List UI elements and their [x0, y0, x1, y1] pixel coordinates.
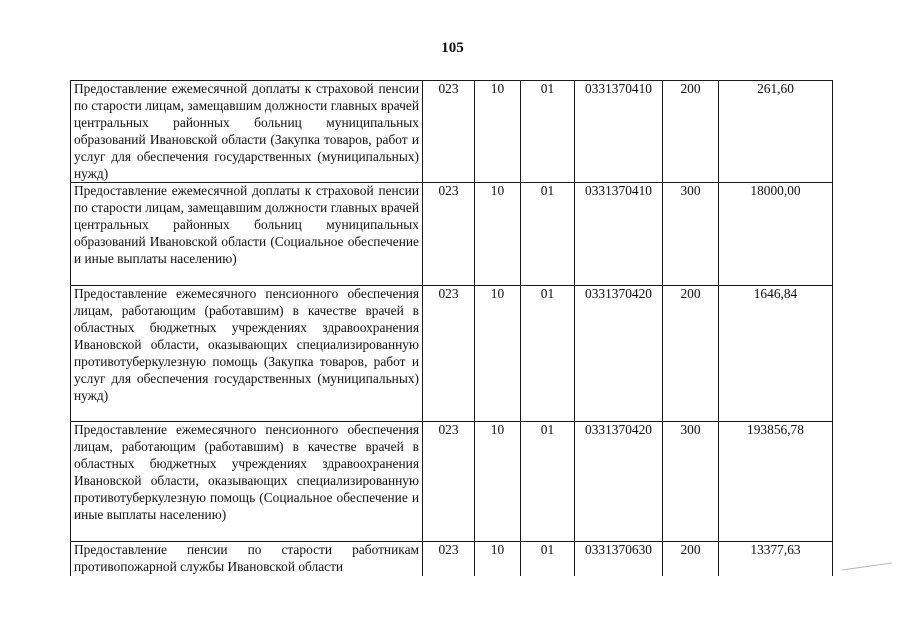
row-description [71, 542, 423, 577]
expense-type-code: 200 [663, 542, 719, 577]
expense-type-code: 300 [663, 422, 719, 542]
amount: 261,60 [719, 81, 833, 183]
subsection-code: 01 [521, 286, 575, 422]
scan-artifact-line [842, 563, 892, 571]
expense-type-code: 200 [663, 286, 719, 422]
expense-type-code: 300 [663, 183, 719, 286]
row-description: Предоставление ежемесячной доплаты к страховой пенсии по старости лицам, замещавшим должности главных врачей центральных районных больниц муниципальных образований Ивановской области (Социальное обеспечение и иные выплаты населению) [71, 183, 423, 286]
subsection-code: 01 [521, 422, 575, 542]
amount: 1646,84 [719, 286, 833, 422]
target-article-code: 0331370420 [575, 286, 663, 422]
expense-type-code: 200 [663, 81, 719, 183]
amount: 13377,63 [719, 542, 833, 577]
ministry-code: 023 [423, 542, 475, 577]
section-code: 10 [475, 81, 521, 183]
section-code: 10 [475, 542, 521, 577]
table-row [71, 81, 833, 183]
subsection-code: 01 [521, 183, 575, 286]
ministry-code: 023 [423, 183, 475, 286]
row-description: Предоставление ежемесячного пенсионного обеспечения лицам, работающим (работавшим) в качестве врачей в областных бюджетных учреждениях здравоохранения Ивановской области, оказывающих специализированную противотуберкулезную помощь (Закупка товаров, работ и услуг для обеспечения государственных (муниципальных) нужд) [71, 286, 423, 422]
budget-table [70, 80, 833, 576]
target-article-code: 0331370630 [575, 542, 663, 577]
amount: 193856,78 [719, 422, 833, 542]
row-description: Предоставление ежемесячного пенсионного обеспечения лицам, работающим (работавшим) в качестве врачей в областных бюджетных учреждениях здравоохранения Ивановской области, оказывающих специализированную противотуберкулезную помощь (Социальное обеспечение и иные выплаты населению) [71, 422, 423, 542]
ministry-code: 023 [423, 286, 475, 422]
target-article-code: 0331370410 [575, 81, 663, 183]
amount: 18000,00 [719, 183, 833, 286]
ministry-code: 023 [423, 422, 475, 542]
section-code: 10 [475, 286, 521, 422]
target-article-code: 0331370410 [575, 183, 663, 286]
row-description: Предоставление ежемесячной доплаты к страховой пенсии по старости лицам, замещавшим должности главных врачей центральных районных больниц муниципальных образований Ивановской области (Закупка товаров, работ и услуг для обеспечения государственных (муниципальных) нужд) [71, 81, 423, 183]
subsection-code: 01 [521, 542, 575, 577]
section-code: 10 [475, 422, 521, 542]
subsection-code: 01 [521, 81, 575, 183]
ministry-code: 023 [423, 81, 475, 183]
target-article-code: 0331370420 [575, 422, 663, 542]
table-row [71, 542, 833, 577]
table-row [71, 183, 833, 286]
table-row [71, 422, 833, 542]
section-code: 10 [475, 183, 521, 286]
table-row [71, 286, 833, 422]
page-number: 105 [441, 40, 464, 56]
row-description-text: Предоставление пенсии по старости работникам противопожарной службы Ивановской области [74, 542, 419, 575]
